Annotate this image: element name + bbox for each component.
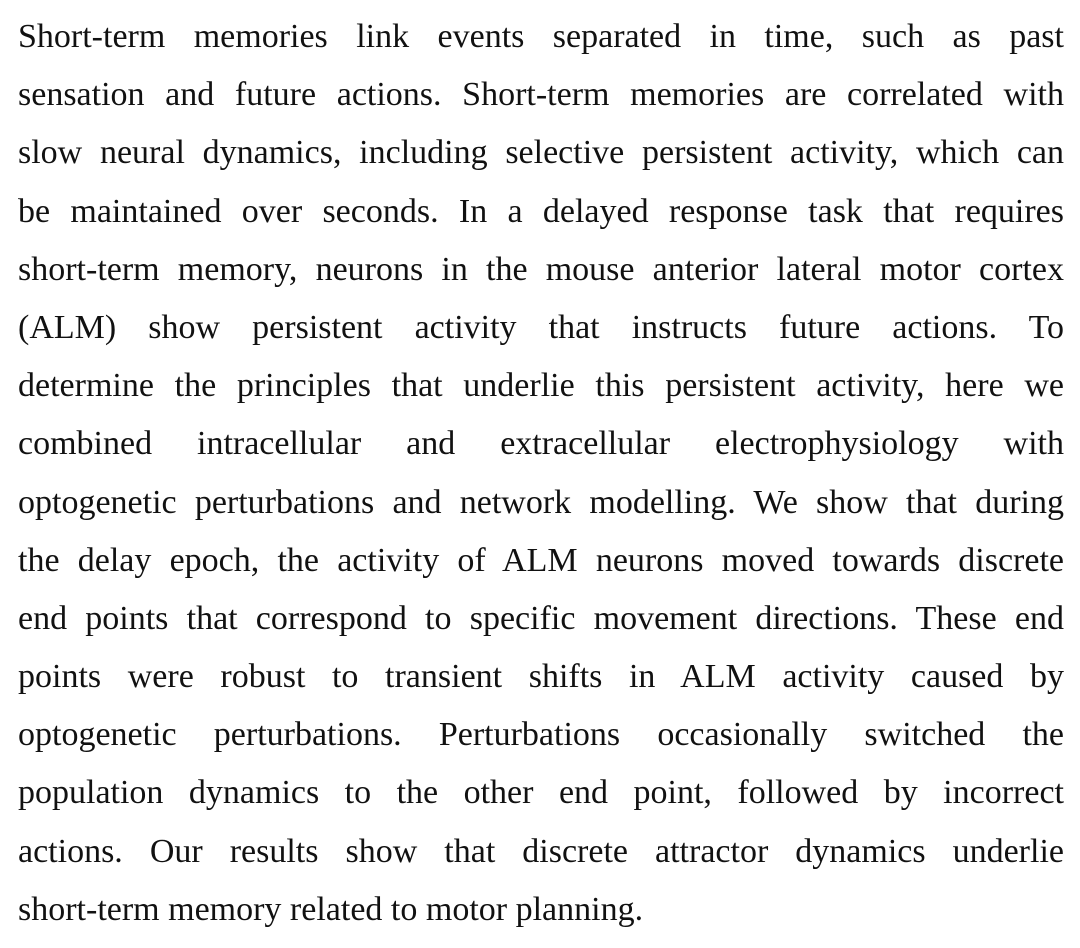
abstract-line: population dynamics to the other end point, followed by incorrect xyxy=(18,774,1064,812)
abstract-line: determine the principles that underlie this persistent activity, here we xyxy=(18,367,1064,405)
abstract-line: Short-term memories link events separated in time, such as past xyxy=(18,18,1064,55)
abstract-paragraph xyxy=(18,8,1064,939)
abstract-line: short-term memory related to motor planning. xyxy=(18,890,644,928)
abstract-line: end points that correspond to specific movement directions. These end xyxy=(18,599,1064,637)
abstract-line: slow neural dynamics, including selective persistent activity, which can xyxy=(18,134,1064,172)
abstract-line: be maintained over seconds. In a delayed response task that requires xyxy=(18,192,1064,230)
abstract-line: the delay epoch, the activity of ALM neurons moved towards discrete xyxy=(18,541,1064,579)
abstract-line: optogenetic perturbations. Perturbations occasionally switched the xyxy=(18,716,1064,754)
abstract-line: short-term memory, neurons in the mouse anterior lateral motor cortex xyxy=(18,250,1064,288)
abstract-line: combined intracellular and extracellular electrophysiology with xyxy=(18,425,1064,463)
abstract-line: points were robust to transient shifts in ALM activity caused by xyxy=(18,658,1064,696)
abstract-line: sensation and future actions. Short-term memories are correlated with xyxy=(18,76,1064,114)
abstract-line: optogenetic perturbations and network modelling. We show that during xyxy=(18,483,1064,521)
abstract-line: (ALM) show persistent activity that instructs future actions. To xyxy=(18,308,1064,346)
abstract-line: actions. Our results show that discrete attractor dynamics underlie xyxy=(18,832,1064,870)
